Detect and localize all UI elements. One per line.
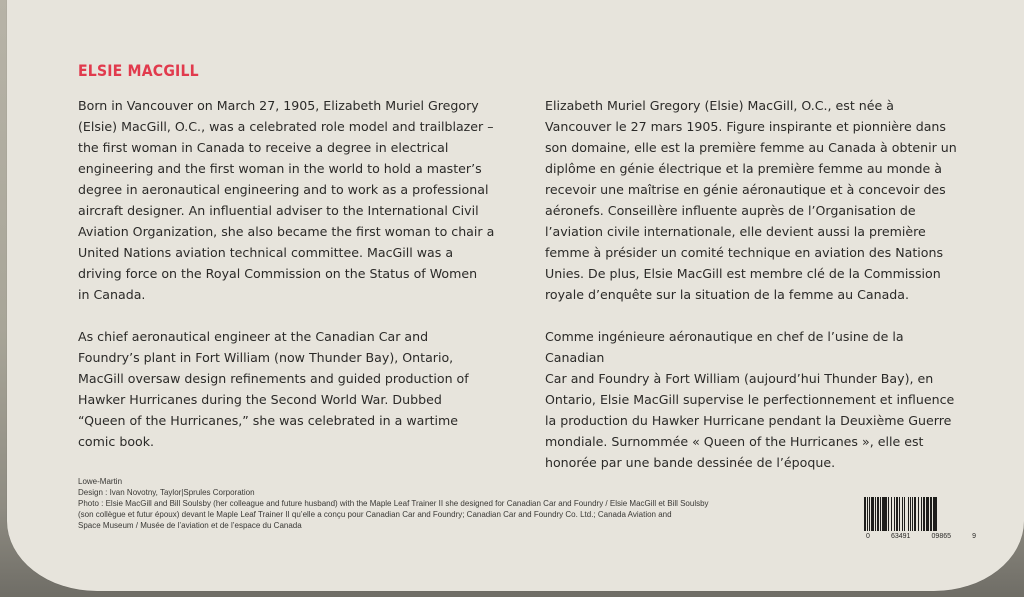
barcode-bar [937, 497, 939, 531]
english-column [78, 95, 498, 473]
barcode-digit-group: 9 [972, 533, 976, 540]
design-credit: Design : Ivan Novotny, Taylor|Sprules Corporation [78, 488, 255, 497]
printer-credit: Lowe-Martin [78, 477, 123, 486]
photo-credit: Photo : Elsie MacGill and Bill Soulsby (her colleague and future husband) with the Maple Leaf Trainer II she designed for Canadian Car and Foundry / Elsie MacGill et Bill Soulsby (son collègue et futur époux) devant le Maple Leaf Trainer II qu’elle a conçu pour Canadian Car and Foundry; Canadian Car and Foundry Co. Ltd.; Canada Aviation and Space Museum / Musée de l’aviation et de l’espace du Canada [78, 499, 709, 530]
barcode-digit-group: 0 [866, 533, 870, 540]
english-paragraph-1: Born in Vancouver on March 27, 1905, Elizabeth Muriel Gregory (Elsie) MacGill, O.C., was a celebrated role model and trailblazer – the first woman in Canada to receive a degree in electrical engineering and the first woman in the world to hold a master’s degree in aeronautical engineering and to work as a professional aircraft designer. An influential adviser to the International Civil Aviation Organization, she also became the first woman to chair a United Nations aviation technical committee. MacGill was a driving force on the Royal Commission on the Status of Women in Canada. [78, 98, 495, 302]
english-paragraph-2: As chief aeronautical engineer at the Canadian Car and Foundry’s plant in Fort William (now Thunder Bay), Ontario, MacGill oversaw design refinements and guided production of Hawker Hurricanes during the Second World War. Dubbed “Queen of the Hurricanes,” she was celebrated in a wartime comic book. [78, 329, 469, 449]
french-paragraph-1: Elizabeth Muriel Gregory (Elsie) MacGill, O.C., est née à Vancouver le 27 mars 1905. Figure inspirante et pionnière dans son domaine, elle est la première femme au Canada à obtenir un diplôme en génie électrique et la première femme au monde à recevoir une maîtrise en génie aéronautique et à concevoir des aéronefs. Conseillère influente auprès de l’Organisation de l’aviation civile internationale, elle devient aussi la première femme à présider un comité technique en aviation des Nations Unies. De plus, Elsie MacGill est membre clé de la Commission royale d’enquête sur la situation de la femme au Canada. [545, 98, 957, 302]
french-column [545, 95, 965, 494]
page-title: ELSIE MACGILL [78, 61, 199, 80]
french-paragraph-2: Comme ingénieure aéronautique en chef de l’usine de la Canadian Car and Foundry à Fort William (aujourd’hui Thunder Bay), en Ontario, Elsie MacGill supervise le perfectionnement et influence la production du Hawker Hurricane pendant la Deuxième Guerre mondiale. Surnommée « Queen of the Hurricanes », elle est honorée par une bande dessinée de l’époque. [545, 329, 955, 470]
barcode-digits [866, 533, 976, 540]
credits-block [78, 476, 818, 531]
barcode [864, 497, 970, 531]
barcode-digit-group: 09865 [931, 533, 951, 540]
barcode-digit-group: 63491 [890, 533, 911, 540]
